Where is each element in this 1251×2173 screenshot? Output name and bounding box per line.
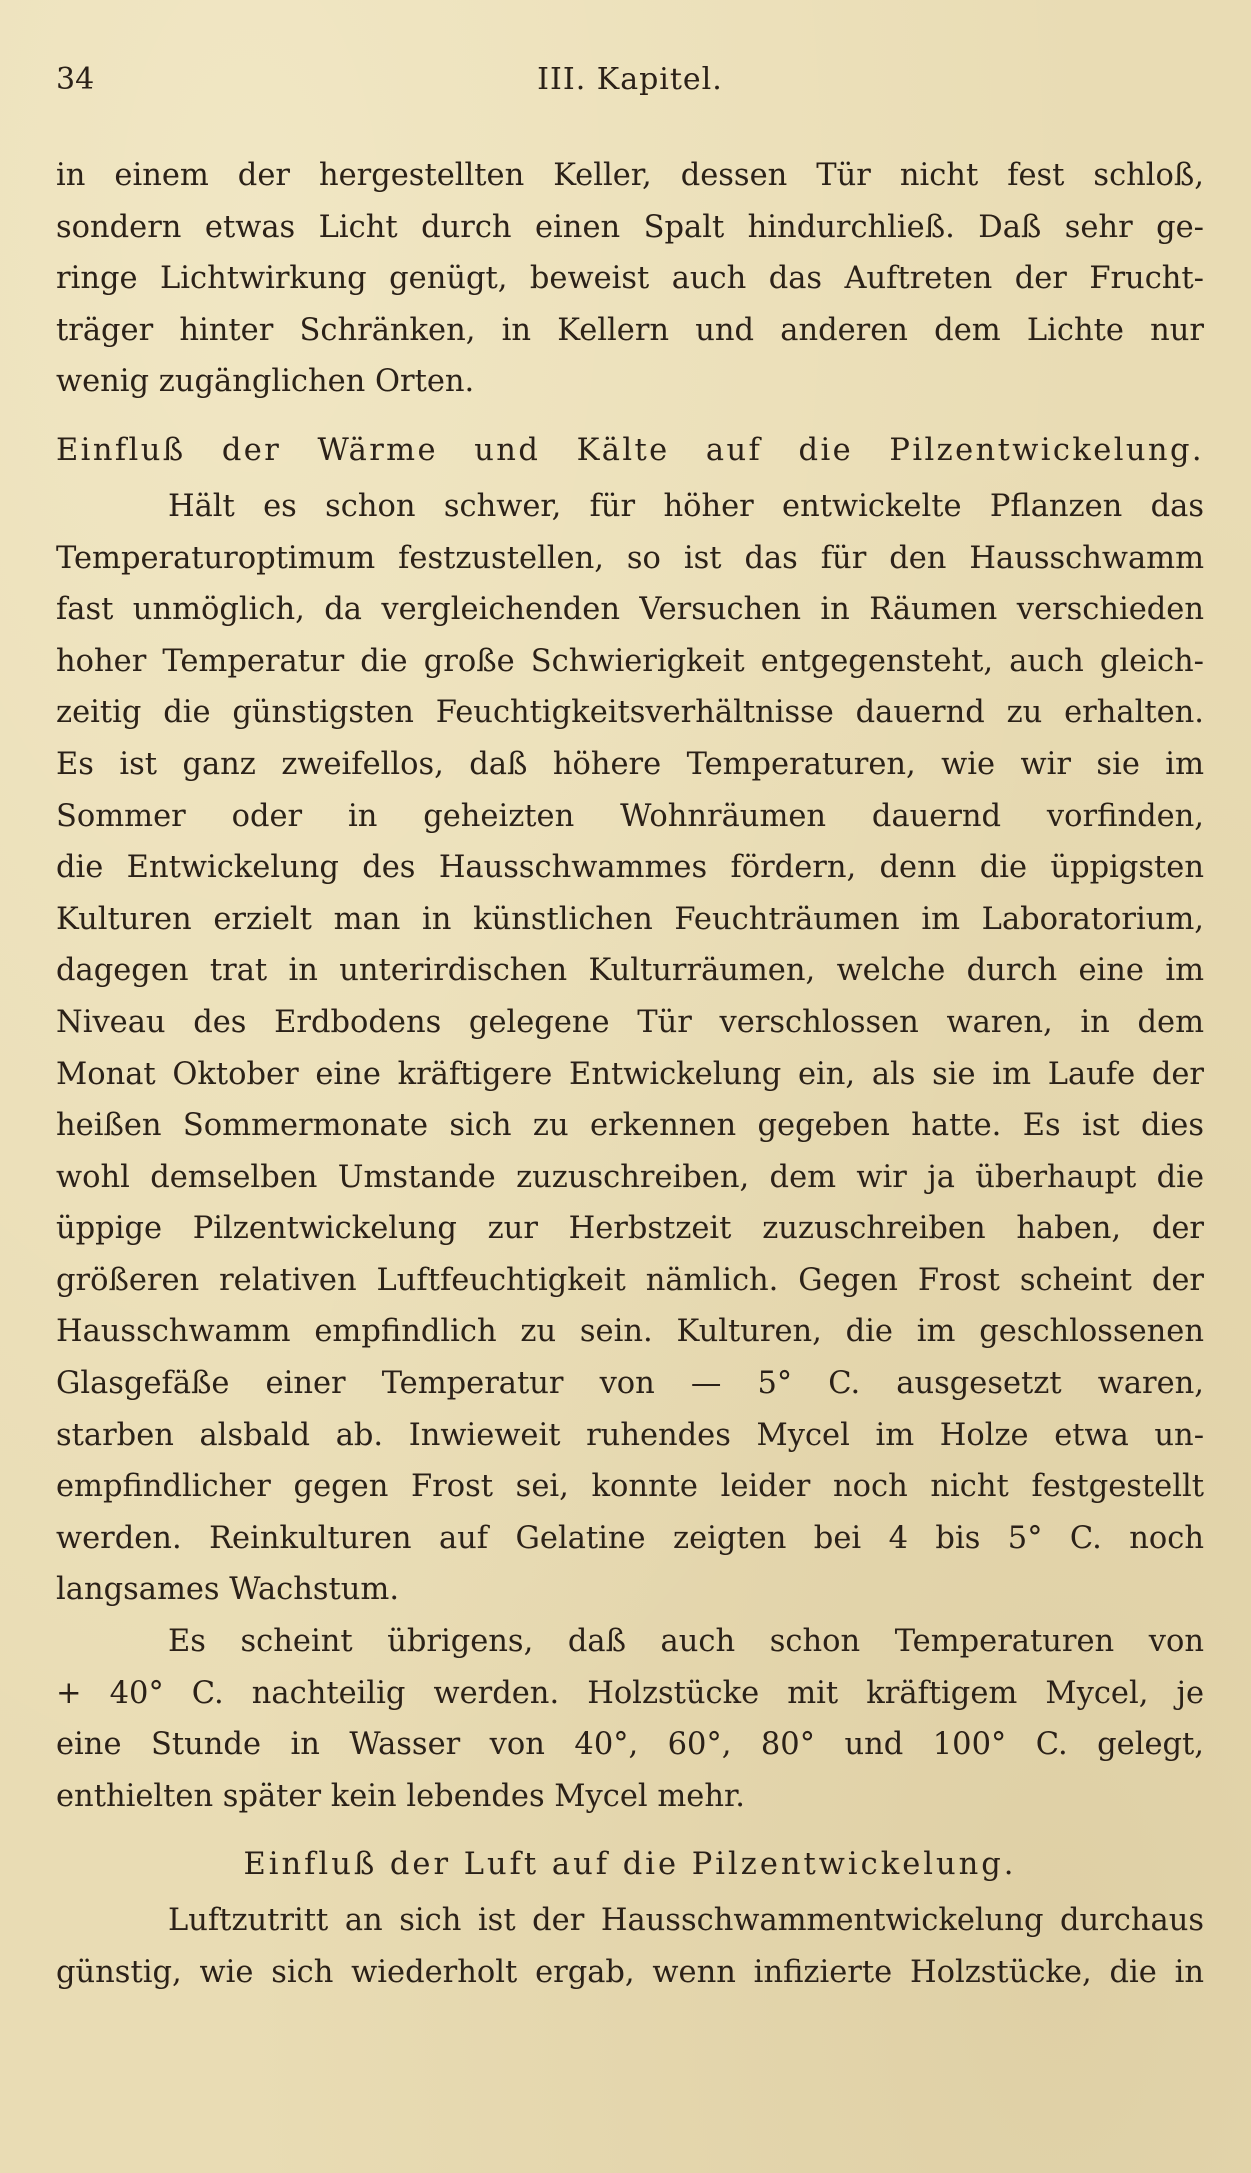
book-page (56, 0, 1204, 2173)
paragraph-air (56, 1895, 1204, 1998)
text-line: zeitig die günstigsten Feuchtigkeitsverhältnisse dauernd zu erhalten. (56, 695, 1204, 731)
text-line: üppige Pilzentwickelung zur Herbstzeit zuzuschreiben haben, der (56, 1211, 1204, 1247)
paragraph-temperature (56, 481, 1204, 1616)
text-line: sondern etwas Licht durch einen Spalt hindurchließ. Daß sehr ge- (56, 209, 1204, 245)
text-line: Luftzutritt an sich ist der Hausschwammentwickelung durchaus (168, 1903, 1204, 1939)
text-line: + 40° C. nachteilig werden. Holzstücke mit kräftigem Mycel, je (56, 1675, 1204, 1711)
text-line: fast unmöglich, da vergleichenden Versuchen in Räumen verschieden (56, 592, 1204, 628)
text-line: Es scheint übrigens, daß auch schon Temperaturen von (168, 1624, 1204, 1660)
text-line: Niveau des Erdbodens gelegene Tür verschlossen waren, in dem (56, 1004, 1204, 1040)
text-line: werden. Reinkulturen auf Gelatine zeigten bei 4 bis 5° C. noch (56, 1520, 1204, 1556)
text-line: wohl demselben Umstande zuzuschreiben, dem wir ja überhaupt die (56, 1159, 1204, 1195)
text-line: die Entwickelung des Hausschwammes fördern, denn die üppigsten (56, 850, 1204, 886)
section-heading-warmth: Einfluß der Wärme und Kälte auf die Pilzentwickelung. (56, 432, 1204, 468)
text-line: günstig, wie sich wiederholt ergab, wenn infizierte Holzstücke, die in (56, 1955, 1204, 1990)
text-line: Hausschwamm empfindlich zu sein. Kulturen, die im geschlossenen (56, 1314, 1204, 1350)
page-body (56, 150, 1204, 1999)
text-line: in einem der hergestellten Keller, dessen Tür nicht fest schloß, (56, 158, 1204, 193)
text-line: langsames Wachstum. (56, 1572, 400, 1608)
text-line: starben alsbald ab. Inwieweit ruhendes Mycel im Holze etwa un- (56, 1417, 1204, 1453)
text-line: Kulturen erzielt man in künstlichen Feuchträumen im Laboratorium, (56, 901, 1204, 937)
text-line: größeren relativen Luftfeuchtigkeit nämlich. Gegen Frost scheint der (56, 1262, 1204, 1298)
text-line: träger hinter Schränken, in Kellern und anderen dem Lichte nur (56, 312, 1204, 348)
text-line: heißen Sommermonate sich zu erkennen gegeben hatte. Es ist dies (56, 1108, 1204, 1144)
section-heading-air: Einfluß der Luft auf die Pilzentwickelung. (243, 1847, 1017, 1883)
text-line: empfindlicher gegen Frost sei, konnte leider noch nicht festgestellt (56, 1469, 1204, 1505)
page-header (56, 62, 1204, 106)
paragraph-light (56, 150, 1204, 408)
text-line: dagegen trat in unterirdischen Kulturräumen, welche durch eine im (56, 953, 1204, 989)
text-line: Hält es schon schwer, für höher entwickelte Pflanzen das (168, 488, 1204, 524)
page-number: 34 (56, 62, 95, 97)
text-line: wenig zugänglichen Orten. (56, 364, 475, 400)
text-line: ringe Lichtwirkung genügt, beweist auch das Auftreten der Frucht- (56, 261, 1204, 297)
running-title: III. Kapitel. (537, 62, 723, 97)
paragraph-heat (56, 1616, 1204, 1822)
text-line: Glasgefäße einer Temperatur von — 5° C. ausgesetzt waren, (56, 1366, 1204, 1402)
text-line: Es ist ganz zweifellos, daß höhere Temperaturen, wie wir sie im (56, 746, 1204, 782)
text-line: eine Stunde in Wasser von 40°, 60°, 80° und 100° C. gelegt, (56, 1727, 1204, 1763)
text-line: Temperaturoptimum festzustellen, so ist das für den Hausschwamm (56, 540, 1204, 576)
text-line: Monat Oktober eine kräftigere Entwickelung ein, als sie im Laufe der (56, 1056, 1204, 1092)
text-line: enthielten später kein lebendes Mycel mehr. (56, 1778, 745, 1814)
text-line: Sommer oder in geheizten Wohnräumen dauernd vorfinden, (56, 798, 1204, 834)
text-line: hoher Temperatur die große Schwierigkeit entgegensteht, auch gleich- (56, 643, 1204, 679)
